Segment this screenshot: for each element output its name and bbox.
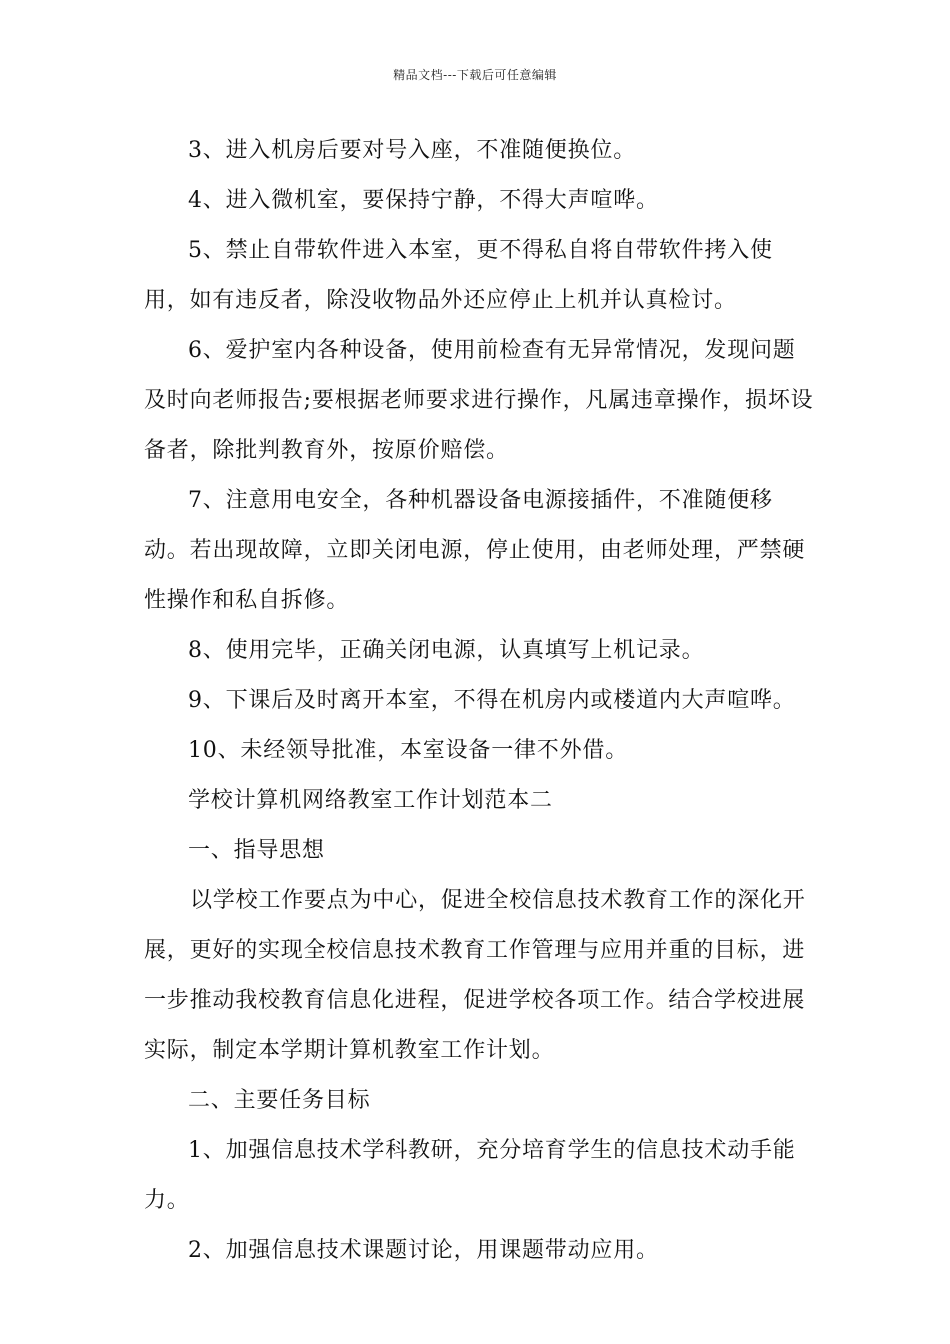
heading-guiding-ideology: 一、指导思想 — [188, 838, 325, 863]
rule-item-4: 4、进入微机室，要保持宁静，不得大声喧哗。 — [188, 188, 659, 213]
rule-item-8: 8、使用完毕，正确关闭电源，认真填写上机记录。 — [188, 638, 705, 663]
goal-item-1: 1、加强信息技术学科教研，充分培育学生的信息技术动手能力。 — [144, 1138, 796, 1213]
guiding-ideology-paragraph: 以学校工作要点为中心，促进全校信息技术教育工作的深化开展，更好的实现全校信息技术教育工作管理与应用并重的目标，进一步推动我校教育信息化进程，促进学校各项工作。结合学校进展实际，制定本学期计算机教室工作计划。 — [144, 888, 806, 1063]
rule-item-7: 7、注意用电安全，各种机器设备电源接插件，不准随便移动。若出现故障，立即关闭电源，停止使用，由老师处理，严禁硬性操作和私自拆修。 — [144, 488, 806, 613]
heading-main-goals: 二、主要任务目标 — [188, 1088, 371, 1113]
document-body — [144, 126, 816, 1276]
rule-item-9: 9、下课后及时离开本室，不得在机房内或楼道内大声喧哗。 — [188, 688, 796, 713]
rule-item-3: 3、进入机房后要对号入座，不准随便换位。 — [188, 138, 636, 163]
goal-item-2: 2、加强信息技术课题讨论，用课题带动应用。 — [188, 1238, 659, 1263]
rule-item-10: 10、未经领导批准，本室设备一律不外借。 — [188, 738, 628, 763]
section-title: 学校计算机网络教室工作计划范本二 — [188, 788, 553, 813]
page-header: 精品文档---下载后可任意编辑 — [393, 68, 557, 82]
rule-item-6: 6、爱护室内各种设备，使用前检查有无异常情况，发现问题及时向老师报告;要根据老师要求进行操作，凡属违章操作，损坏设备者，除批判教育外，按原价赔偿。 — [144, 338, 814, 463]
rule-item-5: 5、禁止自带软件进入本室，更不得私自将自带软件拷入使用，如有违反者，除没收物品外还应停止上机并认真检讨。 — [144, 238, 773, 313]
